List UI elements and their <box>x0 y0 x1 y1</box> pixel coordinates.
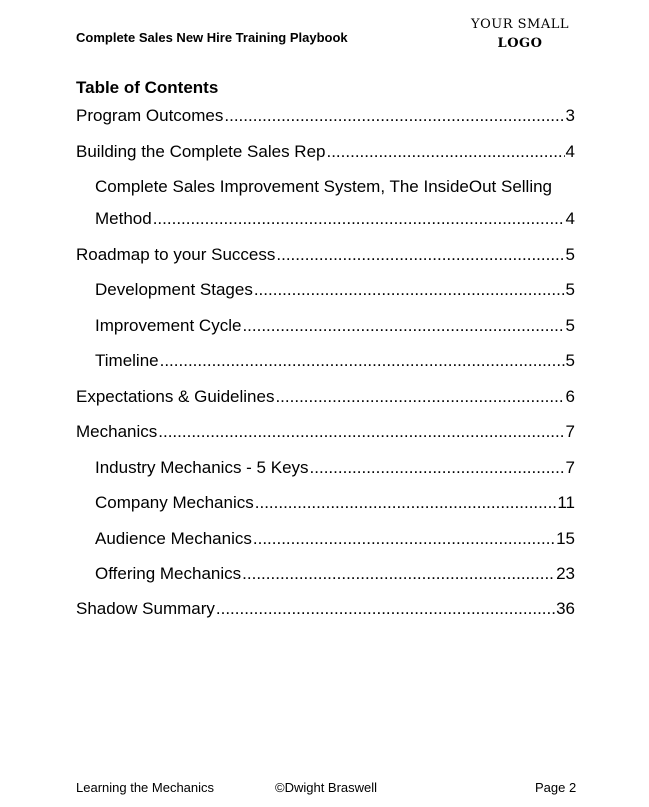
toc-entry-label: Shadow Summary <box>76 599 215 618</box>
toc-entry-page: 5 <box>565 280 575 299</box>
toc-entry-page: 23 <box>556 564 575 583</box>
toc-entry-label: Method <box>95 209 152 228</box>
toc-entry-page: 5 <box>565 351 575 370</box>
toc-entry-page: 7 <box>565 458 575 477</box>
logo-placeholder <box>466 15 574 53</box>
toc-entry-development-stages[interactable] <box>95 279 575 301</box>
toc-entry-label: Audience Mechanics <box>95 529 252 548</box>
toc-entry-shadow-summary[interactable] <box>76 598 575 620</box>
footer-section-title: Learning the Mechanics <box>76 780 215 795</box>
dot-leader <box>310 457 565 479</box>
toc-entry-offering-mechanics[interactable] <box>95 563 575 585</box>
toc-entry-audience-mechanics[interactable] <box>95 528 575 550</box>
toc-entry-industry-mechanics[interactable] <box>95 457 575 479</box>
toc-entry-page: 36 <box>556 599 575 618</box>
dot-leader <box>216 598 555 620</box>
toc-entry-label: Timeline <box>95 351 159 370</box>
toc-entry-page: 15 <box>556 529 575 548</box>
dot-leader <box>224 105 564 127</box>
footer-page-number: Page 2 <box>535 780 577 795</box>
dot-leader <box>160 350 565 372</box>
toc-entry-label: Expectations & Guidelines <box>76 387 275 406</box>
logo-line-1: YOUR SMALL <box>471 17 569 32</box>
logo-line-2: LOGO <box>497 36 543 51</box>
toc-entry-label: Roadmap to your Success <box>76 245 276 264</box>
toc-entry-page: 6 <box>565 387 575 406</box>
toc-entry-label: Industry Mechanics - 5 Keys <box>95 458 309 477</box>
toc-entry-company-mechanics[interactable] <box>95 492 575 514</box>
dot-leader <box>153 208 565 230</box>
toc-entry-label: Improvement Cycle <box>95 316 242 335</box>
toc-entry-improvement-cycle[interactable] <box>95 315 575 337</box>
toc-entry-roadmap[interactable] <box>76 244 575 266</box>
dot-leader <box>242 315 564 337</box>
dot-leader <box>242 563 555 585</box>
dot-leader <box>275 386 564 408</box>
dot-leader <box>158 421 564 443</box>
dot-leader <box>253 528 555 550</box>
toc-heading: Table of Contents <box>76 78 219 97</box>
dot-leader <box>276 244 564 266</box>
toc-entry-page: 4 <box>565 142 575 161</box>
toc-entry-label: Company Mechanics <box>95 493 254 512</box>
toc-entry-label: Program Outcomes <box>76 106 224 125</box>
dot-leader <box>326 141 564 163</box>
toc-entry-page: 11 <box>557 493 575 512</box>
footer-copyright: ©Dwight Braswell <box>275 780 378 795</box>
toc-entry-page: 4 <box>565 209 575 228</box>
toc-entry-page: 5 <box>565 245 575 264</box>
dot-leader <box>255 492 557 514</box>
toc-entry-label-line-1[interactable]: Complete Sales Improvement System, The InsideOut Selling <box>95 177 553 196</box>
dot-leader <box>254 279 565 301</box>
toc-entry-page: 5 <box>565 316 575 335</box>
toc-entry-program-outcomes[interactable] <box>76 105 575 127</box>
toc-entry-mechanics[interactable] <box>76 421 575 443</box>
toc-entry-label: Building the Complete Sales Rep <box>76 142 326 161</box>
toc-entry-improvement-system[interactable] <box>95 208 575 230</box>
toc-entry-page: 7 <box>565 422 575 441</box>
toc-entry-page: 3 <box>565 106 575 125</box>
toc-entry-label: Development Stages <box>95 280 253 299</box>
toc-entry-building-complete-sales-rep[interactable] <box>76 141 575 163</box>
document-title: Complete Sales New Hire Training Playbook <box>76 30 348 45</box>
toc-entry-timeline[interactable] <box>95 350 575 372</box>
toc-entry-label: Mechanics <box>76 422 158 441</box>
toc-entry-label: Offering Mechanics <box>95 564 242 583</box>
toc-entry-expectations-guidelines[interactable] <box>76 386 575 408</box>
